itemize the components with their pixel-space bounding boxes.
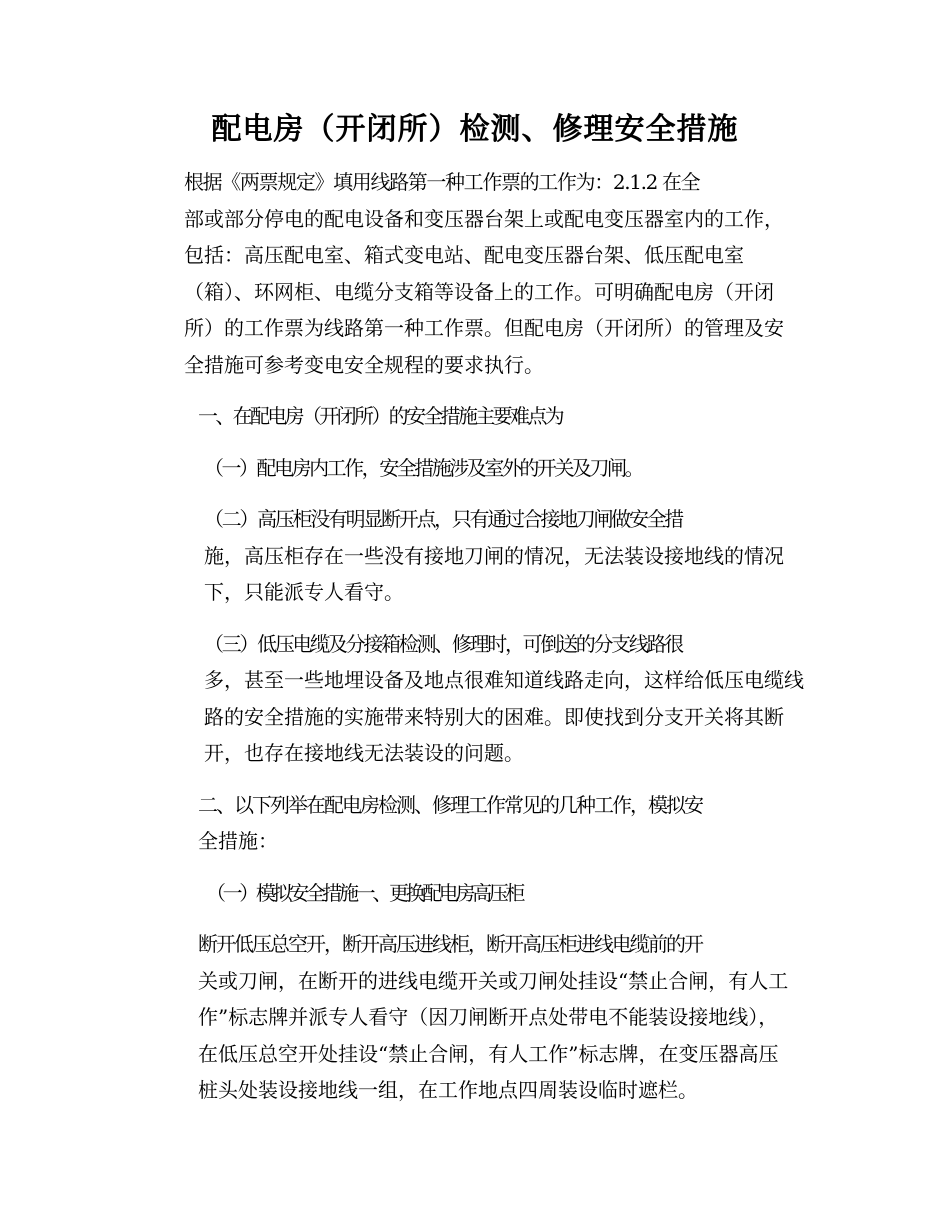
text-line: （一）模拟安全措施一、更换配电房高压柜 xyxy=(206,880,522,905)
text-line: 关或刀闸，在断开的进线电缆开关或刀闸处挂设“禁止合闸，有人工 xyxy=(198,968,789,993)
text-line: （三）低压电缆及分接箱检测、修理时，可倒送的分支线路很 xyxy=(204,631,682,656)
text-line: 桩头处装设接地线一组，在工作地点四周装设临时遮栏。 xyxy=(198,1078,698,1102)
section-heading-2 xyxy=(142,787,808,860)
paragraph-measures xyxy=(142,926,808,1109)
text-line: 全措施可参考变电安全规程的要求执行。 xyxy=(184,352,544,377)
text-line: 全措施： xyxy=(198,829,278,853)
subsection-1-3 xyxy=(142,626,808,772)
paragraph-intro xyxy=(142,164,808,383)
text-line: 施，高压柜存在一些没有接地刀闸的情况，无法装设接地线的情况 xyxy=(204,543,784,568)
text-line: 断开低压总空开，断开高压进线柜，断开高压柜进线电缆前的开 xyxy=(198,932,702,956)
text-line: 根据《两票规定》填用线路第一种工作票的工作为：2.1.2 在全 xyxy=(184,170,700,194)
text-line: 开，也存在接地线无法装设的问题。 xyxy=(204,741,524,765)
subsection-1-1 xyxy=(142,450,808,487)
text-line: 作”标志牌并派专人看守（因刀闸断开点处带电不能装设接地线）， xyxy=(198,1005,779,1029)
subsection-1-2 xyxy=(142,501,808,611)
text-line: 部或部分停电的配电设备和变压器台架上或配电变压器室内的工作， xyxy=(184,206,784,231)
text-line: （箱）、环网柜、电缆分支箱等设备上的工作。可明确配电房（开闭 xyxy=(184,279,774,304)
text-line: 下，只能派专人看守。 xyxy=(204,580,404,604)
text-line: （二）高压柜没有明显断开点，只有通过合接地刀闸做安全措 xyxy=(204,507,682,531)
text-line: （一）配电房内工作，安全措施涉及室外的开关及刀闸。 xyxy=(204,455,642,480)
text-line: 在低压总空开处挂设“禁止合闸，有人工作”标志牌，在变压器高压 xyxy=(198,1041,779,1066)
text-line: 路的安全措施的实施带来特别大的困难。即使找到分支开关将其断 xyxy=(204,704,784,729)
text-line: 多，甚至一些地埋设备及地点很难知道线路走向，这样给低压电缆线 xyxy=(204,668,804,692)
text-line: 包括：高压配电室、箱式变电站、配电变压器台架、低压配电室 xyxy=(184,243,744,267)
subsection-2-1 xyxy=(142,875,808,912)
section-heading-1 xyxy=(142,398,808,435)
document-body xyxy=(142,164,808,1124)
text-line: 所）的工作票为线路第一种工作票。但配电房（开闭所）的管理及安 xyxy=(184,316,784,340)
text-line: 一、在配电房（开闭所）的安全措施主要难点为 xyxy=(198,404,562,428)
text-line: 二、以下列举在配电房检测、修理工作常见的几种工作，模拟安 xyxy=(198,792,702,817)
document-title: 配电房（开闭所）检测、修理安全措施 xyxy=(211,112,739,147)
